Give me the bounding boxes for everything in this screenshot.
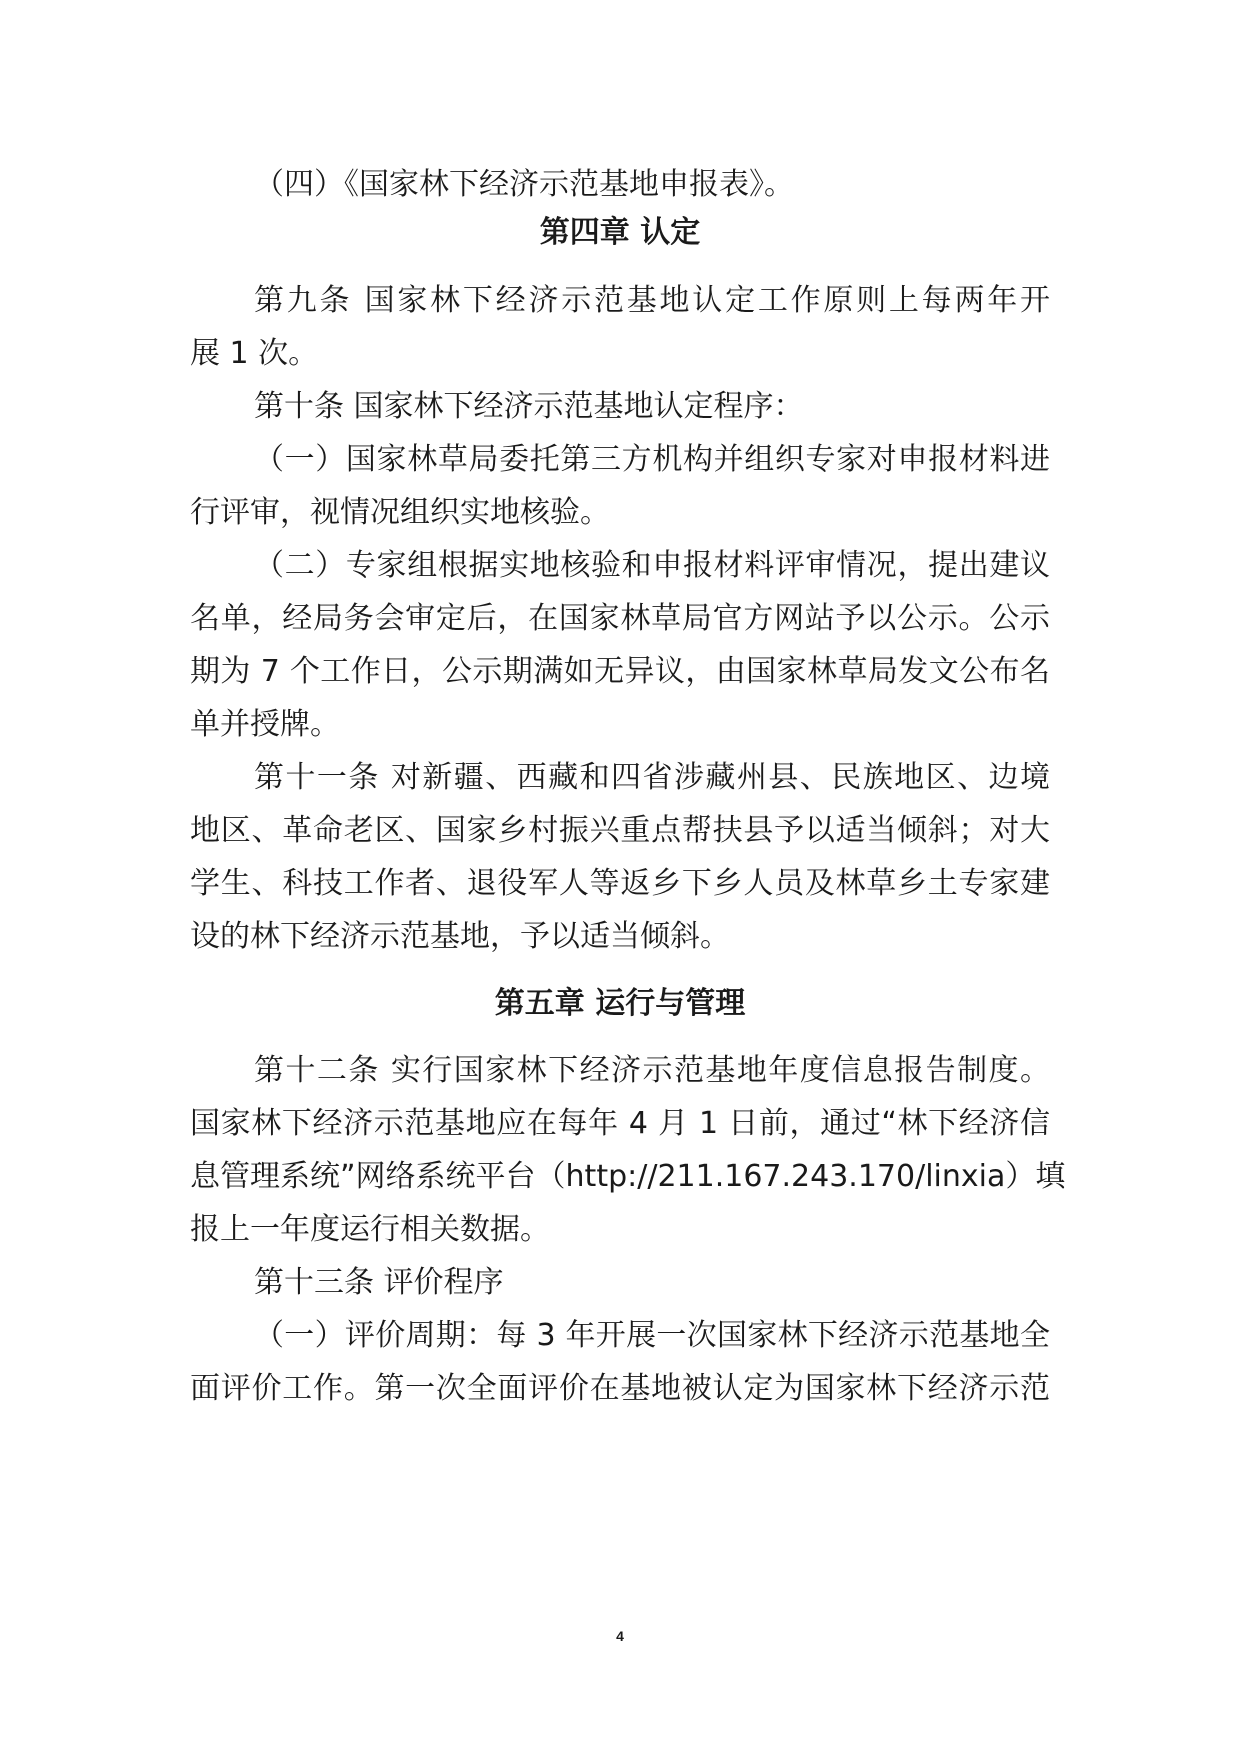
article-12-line-3: 息管理系统”网络系统平台（http://211.167.243.170/linxia）填 <box>190 1159 1066 1194</box>
article-10-item-2-line-3: 期为 7 个工作日，公示期满如无异议，由国家林草局发文公布名 <box>190 654 1050 689</box>
article-11-line-2: 地区、革命老区、国家乡村振兴重点帮扶县予以适当倾斜；对大 <box>190 813 1050 848</box>
article-11-line-1: 第十一条 对新疆、西藏和四省涉藏州县、民族地区、边境 <box>254 760 1050 795</box>
chapter-4-heading: 第四章 认定 <box>539 215 701 250</box>
article-10-item-1-line-1: （一）国家林草局委托第三方机构并组织专家对申报材料进 <box>254 442 1050 477</box>
article-9-line-2: 展 1 次。 <box>190 336 319 371</box>
article-12-line-4: 报上一年度运行相关数据。 <box>190 1212 550 1247</box>
page-number: 4 <box>616 1628 624 1644</box>
article-10-item-2-line-1: （二）专家组根据实地核验和申报材料评审情况，提出建议 <box>254 548 1050 583</box>
article-10-item-1-line-2: 行评审，视情况组织实地核验。 <box>190 495 610 530</box>
article-13-line-1: 第十三条 评价程序 <box>254 1265 504 1300</box>
article-12-line-1: 第十二条 实行国家林下经济示范基地年度信息报告制度。 <box>254 1053 1050 1088</box>
chapter-5-heading: 第五章 运行与管理 <box>494 986 746 1021</box>
article-11-line-4: 设的林下经济示范基地，予以适当倾斜。 <box>190 919 730 954</box>
list-item-4: （四）《国家林下经济示范基地申报表》。 <box>254 167 794 202</box>
article-11-line-3: 学生、科技工作者、退役军人等返乡下乡人员及林草乡土专家建 <box>190 866 1050 901</box>
article-10-item-2-line-4: 单并授牌。 <box>190 707 340 742</box>
article-13-item-1-line-2: 面评价工作。第一次全面评价在基地被认定为国家林下经济示范 <box>190 1371 1050 1406</box>
article-13-item-1-line-1: （一）评价周期：每 3 年开展一次国家林下经济示范基地全 <box>254 1318 1050 1353</box>
article-12-line-2: 国家林下经济示范基地应在每年 4 月 1 日前，通过“林下经济信 <box>190 1106 1050 1141</box>
article-9-line-1: 第九条 国家林下经济示范基地认定工作原则上每两年开 <box>254 283 1050 318</box>
article-10-item-2-line-2: 名单，经局务会审定后，在国家林草局官方网站予以公示。公示 <box>190 601 1050 636</box>
article-10-line-1: 第十条 国家林下经济示范基地认定程序： <box>254 389 804 424</box>
